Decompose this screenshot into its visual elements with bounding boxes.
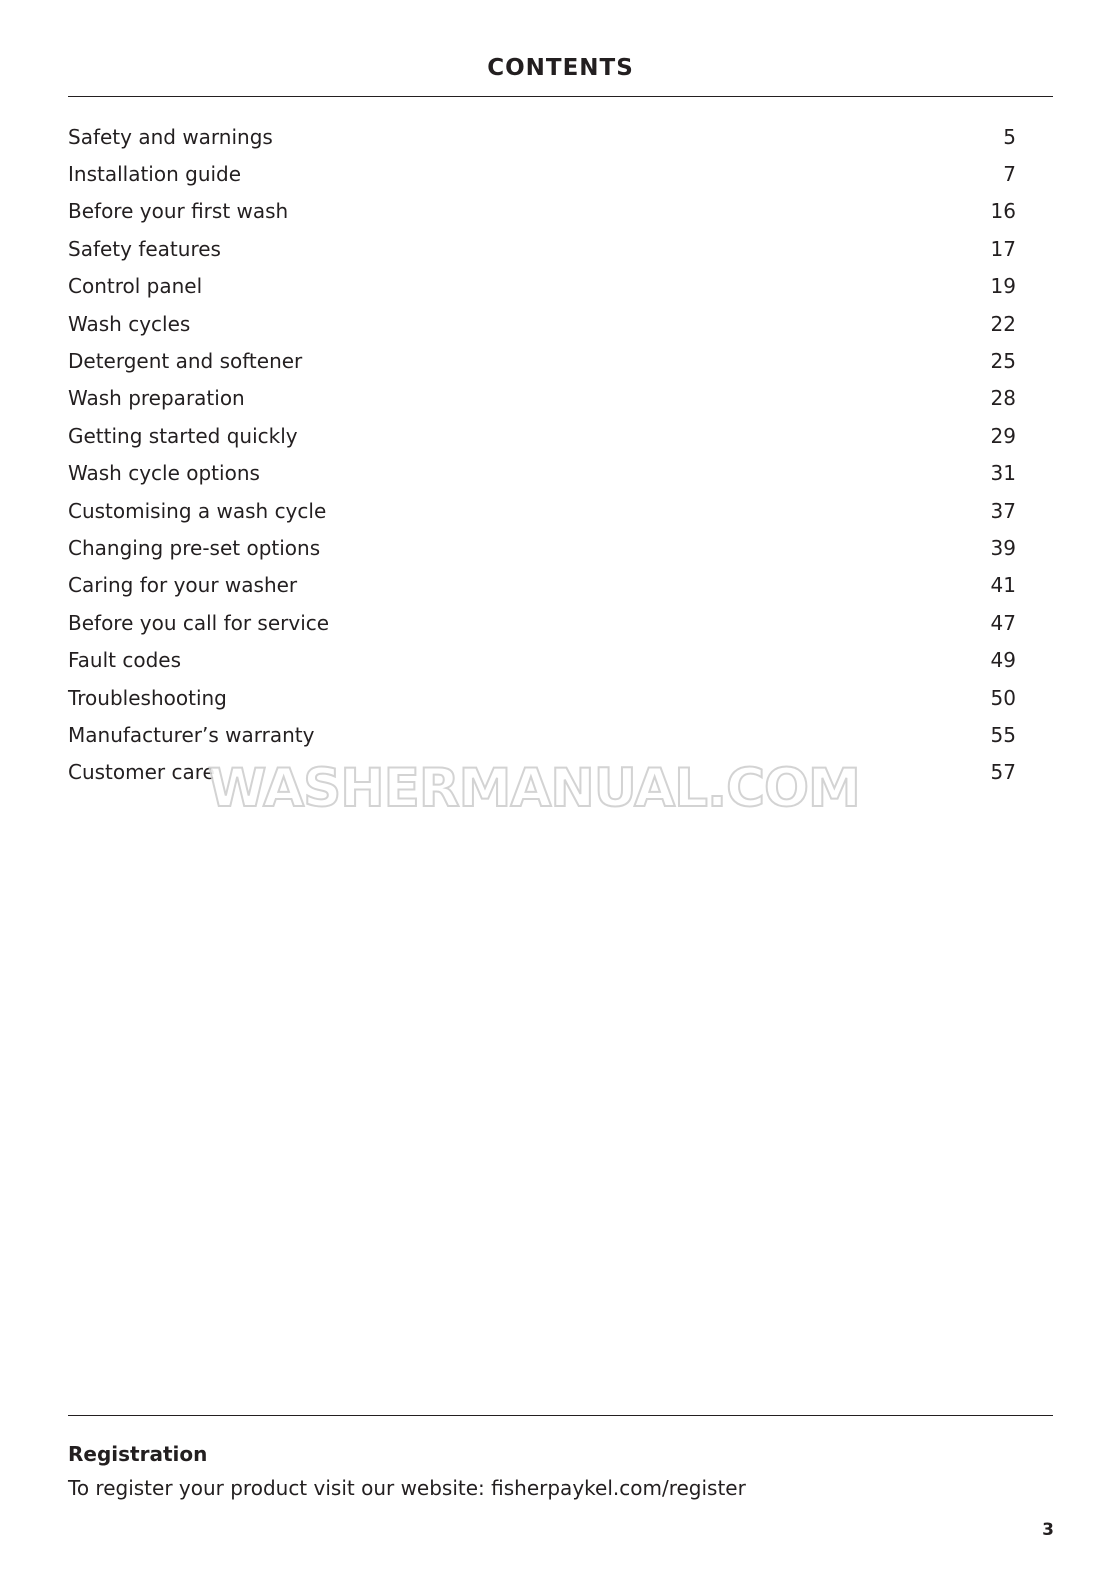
toc-entry-label: Manufacturer’s warranty	[68, 722, 315, 747]
toc-entry-label: Customising a wash cycle	[68, 498, 327, 523]
toc-entry-label: Wash cycles	[68, 311, 191, 336]
toc-entry-label: Detergent and softener	[68, 349, 303, 374]
toc-entry-page: 7	[1003, 162, 1016, 187]
toc-entry-before-you-call-for-service[interactable]	[68, 604, 1016, 641]
registration-text: To register your product visit our website: fisherpaykel.com/register	[68, 1476, 746, 1500]
toc-entry-label: Caring for your washer	[68, 573, 298, 598]
toc-entry-label: Fault codes	[68, 648, 182, 673]
toc-entry-label: Before your first wash	[68, 199, 289, 224]
toc-entry-installation-guide[interactable]	[68, 155, 1016, 192]
toc-entry-wash-cycle-options[interactable]	[68, 455, 1016, 492]
toc-entry-troubleshooting[interactable]	[68, 679, 1016, 716]
toc-entry-label: Customer care	[68, 760, 215, 785]
toc-entry-safety-and-warnings[interactable]	[68, 118, 1016, 155]
toc-entry-customising-a-wash-cycle[interactable]	[68, 492, 1016, 529]
toc-entry-label: Installation guide	[68, 162, 242, 187]
toc-entry-safety-features[interactable]	[68, 230, 1016, 267]
toc-entry-fault-codes[interactable]	[68, 641, 1016, 678]
footer-divider	[68, 1415, 1053, 1416]
toc-entry-page: 28	[990, 386, 1016, 411]
toc-entry-page: 19	[990, 274, 1016, 299]
toc-entry-page: 17	[990, 236, 1016, 261]
toc-entry-wash-preparation[interactable]	[68, 380, 1016, 417]
toc-entry-label: Troubleshooting	[68, 685, 227, 710]
toc-entry-label: Safety and warnings	[68, 124, 273, 149]
toc-entry-page: 31	[990, 461, 1016, 486]
watermark: WASHERMANUAL.COM	[208, 758, 860, 819]
registration-heading: Registration	[68, 1442, 208, 1466]
toc-entry-page: 5	[1003, 124, 1016, 149]
toc-entry-page: 49	[990, 648, 1016, 673]
title-divider	[68, 96, 1053, 97]
page-number: 3	[1042, 1520, 1054, 1540]
toc-entry-manufacturers-warranty[interactable]	[68, 716, 1016, 753]
toc-entry-caring-for-your-washer[interactable]	[68, 567, 1016, 604]
toc-entry-label: Wash preparation	[68, 386, 245, 411]
toc-entry-page: 41	[990, 573, 1016, 598]
toc-entry-page: 22	[990, 311, 1016, 336]
toc-entry-page: 47	[990, 610, 1016, 635]
page-title: CONTENTS	[487, 55, 634, 81]
toc-entry-page: 29	[990, 423, 1016, 448]
toc-entry-page: 39	[990, 535, 1016, 560]
toc-entry-page: 55	[990, 722, 1016, 747]
toc-entry-detergent-and-softener[interactable]	[68, 342, 1016, 379]
toc-entry-page: 16	[990, 199, 1016, 224]
toc-entry-control-panel[interactable]	[68, 268, 1016, 305]
toc-entry-page: 25	[990, 349, 1016, 374]
toc-entry-page: 57	[990, 760, 1016, 785]
table-of-contents	[68, 118, 1016, 791]
toc-entry-page: 50	[990, 685, 1016, 710]
toc-entry-label: Safety features	[68, 236, 221, 261]
toc-entry-label: Changing pre-set options	[68, 535, 321, 560]
toc-entry-label: Getting started quickly	[68, 423, 298, 448]
toc-entry-wash-cycles[interactable]	[68, 305, 1016, 342]
toc-entry-before-your-first-wash[interactable]	[68, 193, 1016, 230]
toc-entry-label: Control panel	[68, 274, 203, 299]
toc-entry-page: 37	[990, 498, 1016, 523]
toc-entry-changing-pre-set-options[interactable]	[68, 529, 1016, 566]
toc-entry-getting-started-quickly[interactable]	[68, 417, 1016, 454]
toc-entry-label: Wash cycle options	[68, 461, 260, 486]
toc-entry-label: Before you call for service	[68, 610, 330, 635]
